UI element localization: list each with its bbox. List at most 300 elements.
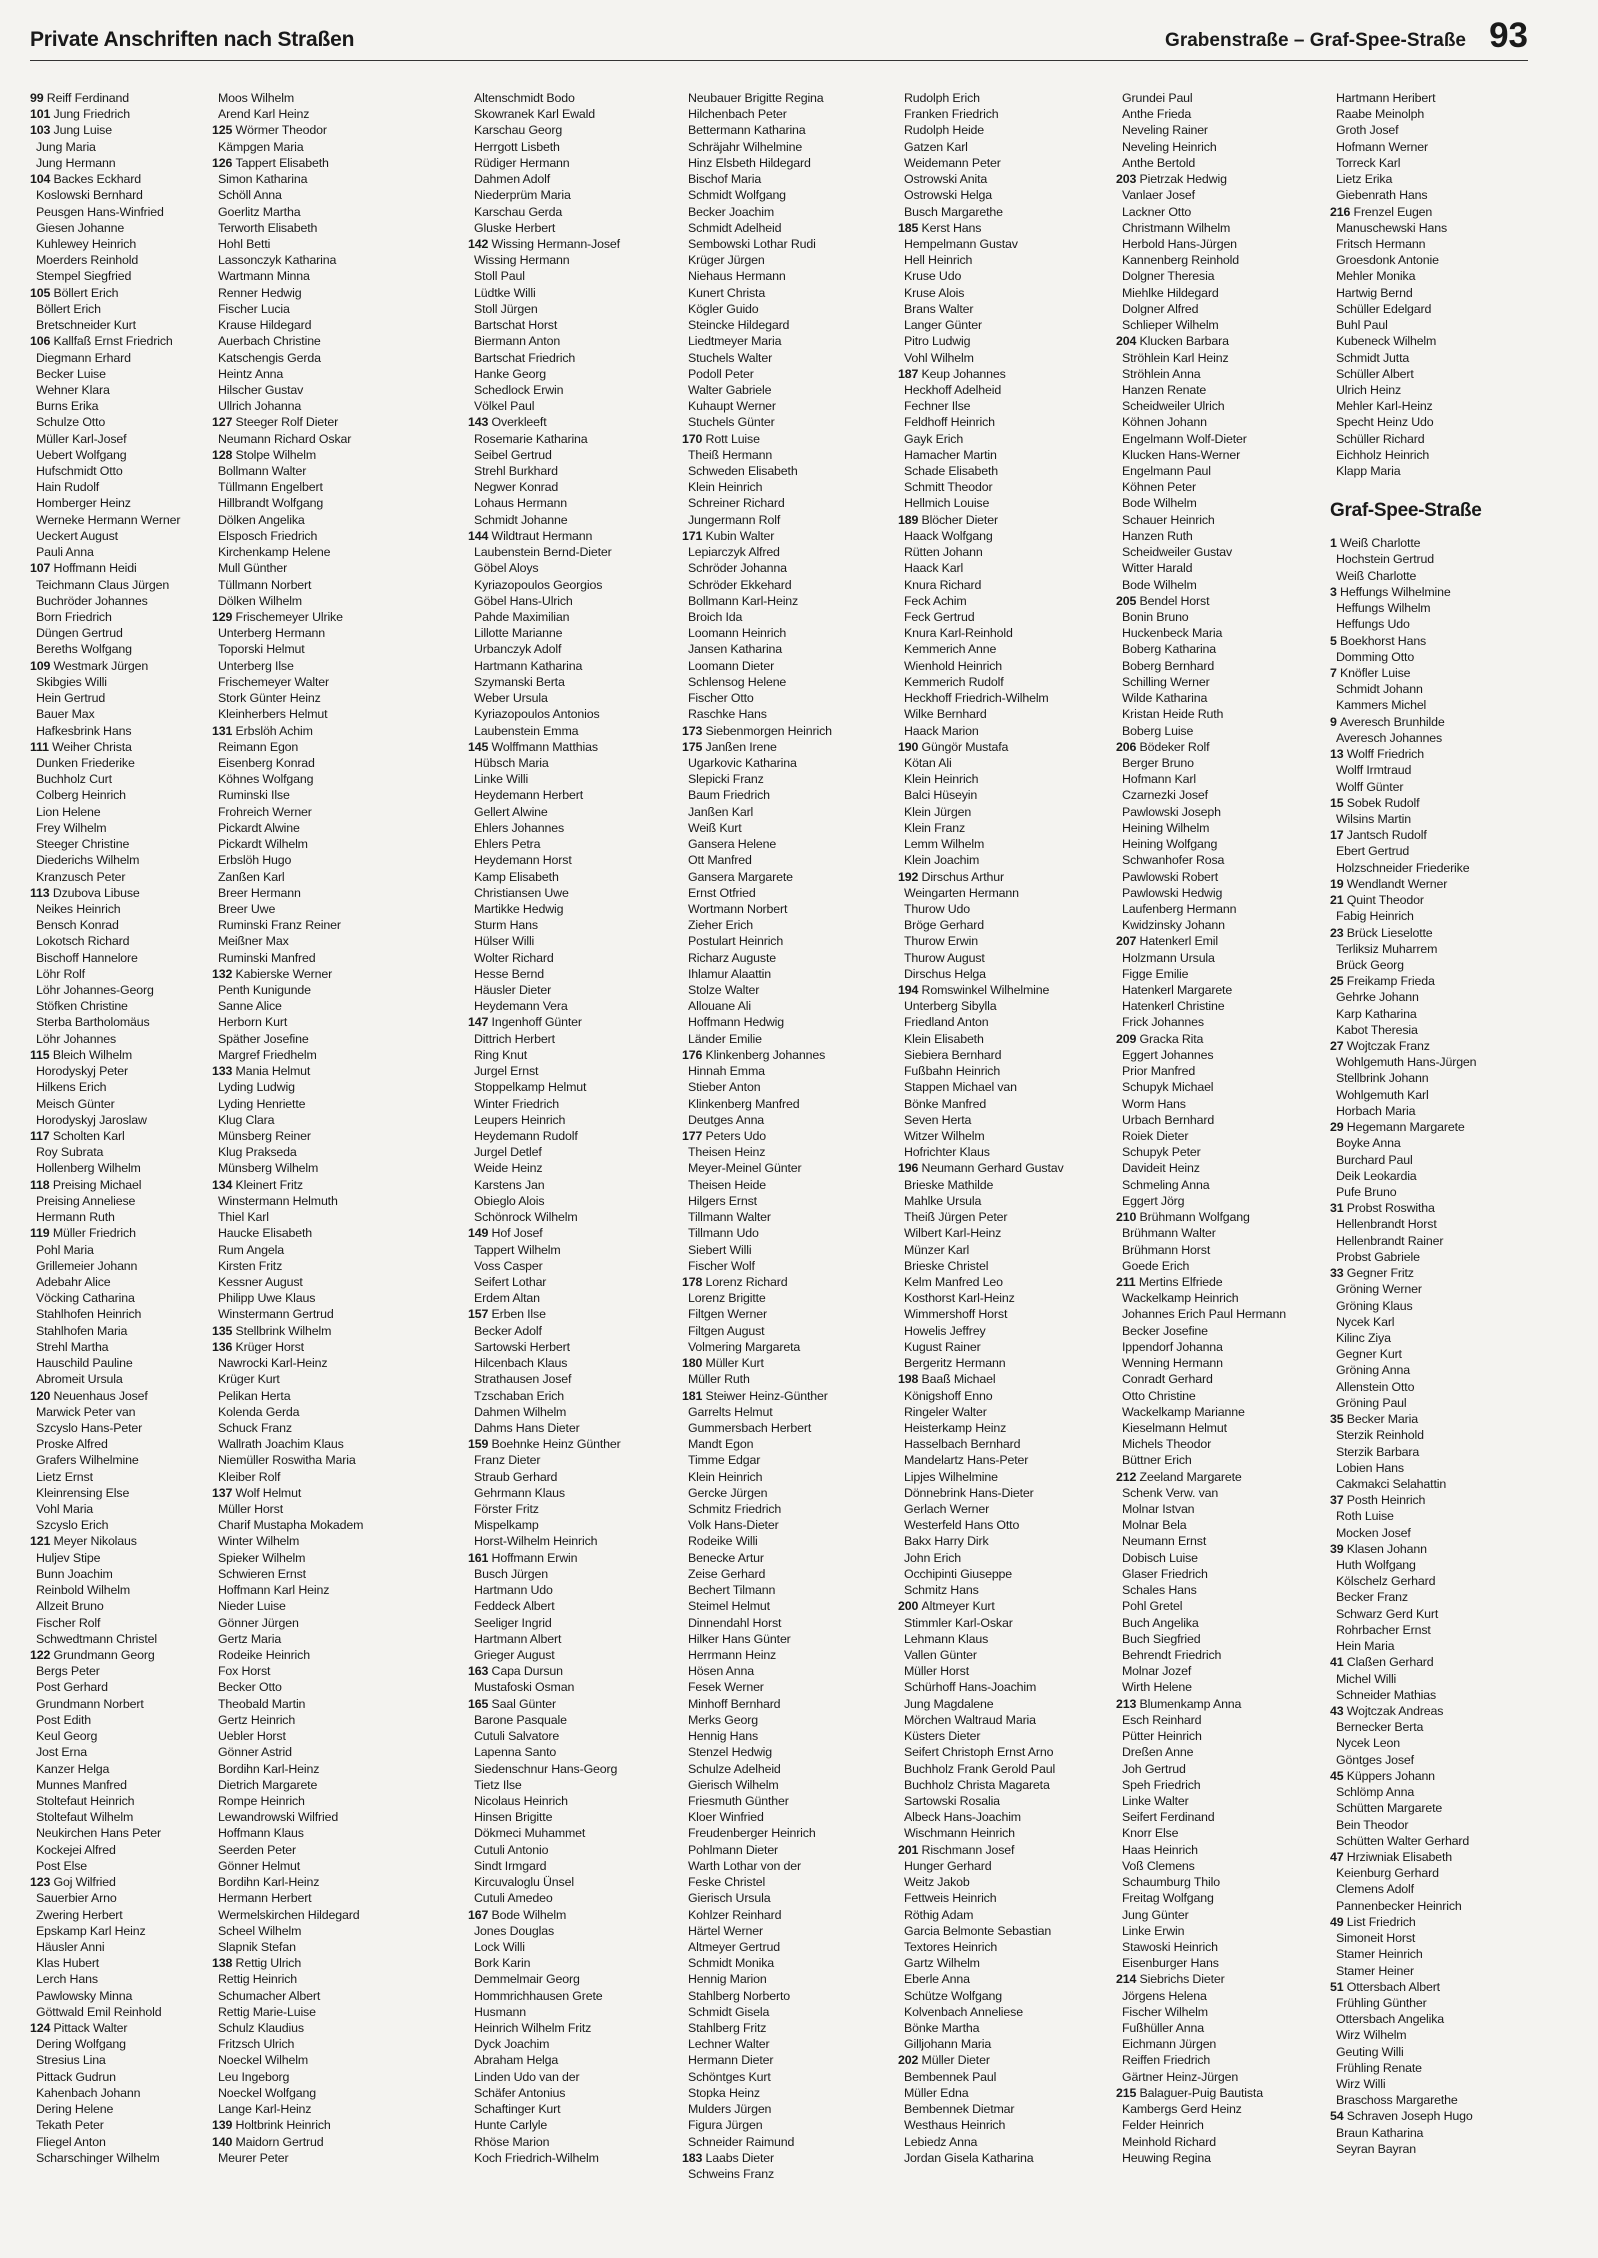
- resident-entry: Strathausen Josef: [474, 1372, 572, 1387]
- resident-entry: Schuck Franz: [218, 1420, 292, 1435]
- resident-entry: Klein Heinrich: [688, 480, 763, 495]
- resident-entry: Laubenstein Bernd-Dieter: [474, 545, 612, 560]
- resident-entry: 161 Hoffmann Erwin: [468, 1550, 578, 1565]
- resident-entry: Rütten Johann: [904, 545, 983, 560]
- resident-entry: Joh Gertrud: [1122, 1761, 1186, 1776]
- resident-entry: Schmidt Wolfgang: [688, 188, 786, 203]
- resident-entry: Seibel Gertrud: [474, 447, 552, 462]
- resident-entry: Fischer Wolf: [688, 1258, 755, 1273]
- resident-entry: Goerlitz Martha: [218, 204, 301, 219]
- house-number: 131: [212, 723, 236, 738]
- resident-entry: Schulze Adelheid: [688, 1761, 781, 1776]
- resident-entry: Laubenstein Emma: [474, 723, 579, 738]
- resident-entry: 157 Erben Ilse: [468, 1307, 546, 1322]
- resident-entry: Pohl Maria: [36, 1242, 94, 1257]
- resident-entry: Koch Friedrich-Wilhelm: [474, 2150, 599, 2165]
- resident-entry: Vöcking Catharina: [36, 1291, 135, 1306]
- resident-entry: Mulders Jürgen: [688, 2102, 772, 2117]
- resident-entry: Haack Marion: [904, 723, 979, 738]
- resident-entry: Müller Karl-Josef: [36, 431, 127, 446]
- house-number: 21: [1330, 893, 1347, 908]
- resident-entry: Dökmeci Muhammet: [474, 1826, 586, 1841]
- resident-entry: 147 Ingenhoff Günter: [468, 1015, 582, 1030]
- house-number: 129: [212, 610, 236, 624]
- resident-entry: Kannenberg Reinhold: [1122, 253, 1240, 268]
- resident-entry: Hochstein Gertrud: [1336, 552, 1434, 567]
- resident-entry: Szcyslo Hans-Peter: [36, 1420, 143, 1435]
- resident-entry: Busch Jürgen: [474, 1566, 548, 1581]
- resident-entry: Stoll Paul: [474, 269, 525, 284]
- resident-entry: Schade Elisabeth: [904, 464, 999, 479]
- resident-entry: Schmidt Jutta: [1336, 350, 1410, 365]
- resident-entry: 137 Wolf Helmut: [212, 1485, 302, 1500]
- resident-entry: Renner Hedwig: [218, 285, 302, 300]
- house-number: 159: [468, 1437, 492, 1452]
- resident-entry: Ott Manfred: [688, 853, 752, 868]
- resident-entry: 176 Klinkenberg Johannes: [682, 1047, 826, 1062]
- resident-entry: Scheel Wilhelm: [218, 1923, 302, 1938]
- resident-entry: Ostrowski Anita: [904, 172, 988, 187]
- resident-entry: Fox Horst: [218, 1664, 271, 1679]
- house-number: 181: [682, 1388, 706, 1403]
- resident-entry: Hamacher Martin: [904, 447, 997, 462]
- resident-entry: Sindt Irmgard: [474, 1858, 547, 1873]
- resident-entry: Häusler Anni: [36, 1939, 105, 1954]
- resident-entry: Skowranek Karl Ewald: [474, 107, 595, 122]
- house-number: 49: [1330, 1914, 1347, 1929]
- resident-entry: Manuschewski Hans: [1336, 220, 1448, 235]
- resident-entry: Stresius Lina: [36, 2053, 106, 2068]
- resident-entry: 13 Wolff Friedrich: [1330, 747, 1424, 762]
- resident-entry: Steimel Helmut: [688, 1599, 770, 1614]
- resident-entry: 132 Kabierske Werner: [212, 966, 333, 981]
- resident-entry: Vohl Maria: [36, 1502, 94, 1517]
- resident-entry: Wallrath Joachim Klaus: [218, 1437, 344, 1452]
- resident-entry: Glaser Friedrich: [1122, 1566, 1208, 1581]
- resident-entry: Hinsen Brigitte: [474, 1810, 553, 1825]
- house-number: 45: [1330, 1768, 1347, 1783]
- resident-entry: Buchholz Curt: [36, 772, 112, 787]
- resident-entry: Bröge Gerhard: [904, 918, 985, 933]
- resident-entry: 31 Probst Roswitha: [1330, 1201, 1435, 1216]
- resident-entry: Fliegel Anton: [36, 2134, 106, 2149]
- resident-entry: Hohl Betti: [218, 236, 271, 251]
- resident-entry: 135 Stellbrink Wilhelm: [212, 1323, 332, 1338]
- resident-entry: Fabig Heinrich: [1336, 909, 1414, 924]
- resident-entry: Wilke Bernhard: [904, 707, 987, 722]
- resident-entry: Pannenbecker Heinrich: [1336, 1898, 1462, 1913]
- resident-entry: Kleinherbers Helmut: [218, 707, 328, 722]
- resident-entry: Ulrich Heinz: [1336, 382, 1401, 397]
- resident-entry: Lietz Ernst: [36, 1469, 93, 1484]
- resident-entry: Müller Ruth: [688, 1372, 750, 1387]
- resident-entry: Grillemeier Johann: [36, 1258, 138, 1273]
- resident-entry: Garrelts Helmut: [688, 1404, 773, 1419]
- resident-entry: Münzer Karl: [904, 1242, 970, 1257]
- resident-entry: Hempelmann Gustav: [904, 236, 1018, 251]
- resident-entry: 41 Claßen Gerhard: [1330, 1655, 1434, 1670]
- house-number: 196: [898, 1161, 922, 1176]
- resident-entry: Pawlowski Hedwig: [1122, 885, 1223, 900]
- resident-entry: Biermann Anton: [474, 334, 561, 349]
- resident-entry: Kleinrensing Else: [36, 1485, 130, 1500]
- resident-entry: Roy Subrata: [36, 1145, 104, 1160]
- resident-entry: John Erich: [904, 1550, 962, 1565]
- resident-entry: 200 Altmeyer Kurt: [898, 1599, 995, 1614]
- resident-entry: Groth Josef: [1336, 123, 1399, 138]
- resident-entry: Podoll Peter: [688, 366, 754, 381]
- resident-entry: Karp Katharina: [1336, 1006, 1417, 1021]
- resident-entry: Balci Hüseyin: [904, 788, 978, 803]
- resident-entry: Hermann Herbert: [218, 1891, 312, 1906]
- resident-entry: Bartschat Horst: [474, 318, 558, 333]
- resident-entry: Theiß Jürgen Peter: [904, 1210, 1008, 1225]
- resident-entry: 3 Heffungs Wilhelmine: [1330, 584, 1451, 599]
- resident-entry: Sterba Bartholomäus: [36, 1015, 150, 1030]
- resident-entry: Wermelskirchen Hildegard: [218, 1907, 360, 1922]
- resident-entry: Born Friedrich: [36, 610, 112, 624]
- resident-entry: Hartwig Bernd: [1336, 285, 1413, 300]
- resident-entry: Ugarkovic Katharina: [688, 755, 797, 770]
- resident-entry: Lemm Wilhelm: [904, 837, 985, 852]
- resident-entry: Kyriazopoulos Georgios: [474, 577, 603, 592]
- resident-entry: Weber Ursula: [474, 691, 548, 706]
- resident-entry: Brühmann Horst: [1122, 1242, 1211, 1257]
- resident-entry: Kyriazopoulos Antonios: [474, 707, 600, 722]
- resident-entry: Dahms Hans Dieter: [474, 1420, 580, 1435]
- resident-entry: Kohlzer Reinhard: [688, 1907, 782, 1922]
- resident-entry: Hofmann Karl: [1122, 772, 1196, 787]
- resident-entry: Seeliger Ingrid: [474, 1615, 552, 1630]
- resident-entry: Bakx Harry Dirk: [904, 1534, 989, 1549]
- resident-entry: Winstermann Helmuth: [218, 1193, 338, 1208]
- resident-entry: 122 Grundmann Georg: [30, 1648, 155, 1662]
- resident-entry: Hain Rudolf: [36, 480, 100, 495]
- resident-entry: Feske Christel: [688, 1875, 766, 1890]
- resident-entry: Gröning Werner: [1336, 1282, 1422, 1297]
- resident-entry: 173 Siebenmorgen Heinrich: [682, 723, 832, 738]
- house-number: 134: [212, 1177, 236, 1192]
- resident-entry: Gartz Wilhelm: [904, 1956, 980, 1971]
- resident-entry: Klein Heinrich: [688, 1469, 763, 1484]
- resident-entry: Bode Wilhelm: [1122, 577, 1197, 592]
- resident-entry: Pauli Anna: [36, 545, 94, 560]
- resident-entry: 37 Posth Heinrich: [1330, 1493, 1426, 1508]
- resident-entry: 109 Westmark Jürgen: [30, 658, 149, 673]
- resident-entry: Bembennek Paul: [904, 2069, 997, 2084]
- resident-entry: Lerch Hans: [36, 1972, 98, 1987]
- resident-entry: Theisen Heide: [688, 1177, 766, 1192]
- house-number: 133: [212, 1064, 236, 1079]
- resident-entry: Hinnah Emma: [688, 1064, 765, 1079]
- resident-entry: Becker Luise: [36, 366, 106, 381]
- resident-entry: Schupyk Peter: [1122, 1145, 1201, 1160]
- resident-entry: Schmidt Gisela: [688, 2004, 770, 2019]
- house-number: 209: [1116, 1031, 1140, 1046]
- resident-entry: Reinbold Wilhelm: [36, 1583, 131, 1598]
- resident-entry: 189 Blöcher Dieter: [898, 512, 998, 527]
- resident-entry: Teichmann Claus Jürgen: [36, 577, 170, 592]
- resident-entry: Braschoss Margarethe: [1336, 2093, 1458, 2108]
- resident-entry: Schales Hans: [1122, 1583, 1197, 1598]
- resident-entry: 198 Baaß Michael: [898, 1372, 996, 1387]
- resident-entry: Herrgott Lisbeth: [474, 139, 560, 154]
- house-number: 15: [1330, 795, 1347, 810]
- resident-entry: Knorr Else: [1122, 1826, 1179, 1841]
- resident-entry: Schüller Edelgard: [1336, 301, 1432, 316]
- resident-entry: Laufenberg Hermann: [1122, 901, 1237, 916]
- resident-entry: Uebler Horst: [218, 1729, 286, 1744]
- resident-entry: Gehrmann Klaus: [474, 1485, 565, 1500]
- resident-entry: Schmidt Adelheid: [688, 220, 782, 235]
- resident-entry: Worm Hans: [1122, 1096, 1186, 1111]
- resident-entry: 104 Backes Eckhard: [30, 172, 141, 187]
- resident-entry: Vohl Wilhelm: [904, 350, 974, 365]
- resident-entry: Haack Karl: [904, 561, 964, 576]
- resident-entry: Jurgel Detlef: [474, 1145, 542, 1160]
- resident-entry: Münsberg Reiner: [218, 1129, 311, 1143]
- resident-entry: Freitag Wolfgang: [1122, 1891, 1214, 1906]
- resident-entry: Noeckel Wolfgang: [218, 2085, 316, 2100]
- resident-entry: Rhöse Marion: [474, 2134, 550, 2149]
- house-number: 210: [1116, 1210, 1140, 1225]
- resident-entry: Hermann Dieter: [688, 2053, 774, 2068]
- resident-entry: Bembennek Dietmar: [904, 2102, 1015, 2117]
- resident-entry: Lokotsch Richard: [36, 934, 130, 949]
- resident-entry: Stuchels Walter: [688, 350, 773, 365]
- resident-entry: Buch Angelika: [1122, 1615, 1199, 1630]
- resident-entry: Gerlach Werner: [904, 1502, 990, 1517]
- resident-entry: Schneider Raimund: [688, 2134, 795, 2149]
- resident-entry: Knura Karl-Reinhold: [904, 626, 1013, 641]
- resident-entry: Schweden Elisabeth: [688, 464, 798, 479]
- resident-entry: Kötan Ali: [904, 755, 952, 770]
- resident-entry: Probst Gabriele: [1336, 1249, 1420, 1264]
- resident-entry: Fritsch Hermann: [1336, 236, 1426, 251]
- resident-entry: Gatzen Karl: [904, 139, 968, 154]
- resident-entry: Heffungs Udo: [1336, 617, 1410, 632]
- resident-entry: 207 Hatenkerl Emil: [1116, 934, 1218, 949]
- resident-entry: 29 Hegemann Margarete: [1330, 1120, 1465, 1135]
- resident-entry: Kabot Theresia: [1336, 1022, 1418, 1037]
- resident-entry: Charif Mustapha Mokadem: [218, 1518, 364, 1533]
- resident-entry: Neubauer Brigitte Regina: [688, 91, 824, 105]
- resident-entry: Siedenschnur Hans-Georg: [474, 1761, 618, 1776]
- resident-entry: 131 Erbslöh Achim: [212, 723, 313, 738]
- resident-entry: Kirchenkamp Helene: [218, 545, 331, 560]
- resident-entry: Wehner Klara: [36, 382, 110, 397]
- resident-entry: Klinkenberg Manfred: [688, 1096, 800, 1111]
- resident-entry: 183 Laabs Dieter: [682, 2150, 774, 2165]
- resident-entry: Domming Otto: [1336, 649, 1415, 664]
- resident-entry: Kuhlewey Heinrich: [36, 236, 137, 251]
- resident-entry: Filtgen Werner: [688, 1307, 767, 1322]
- resident-entry: Ottersbach Angelika: [1336, 2012, 1445, 2027]
- resident-entry: Sauerbier Arno: [36, 1891, 117, 1906]
- resident-entry: Heining Wilhelm: [1122, 820, 1210, 835]
- resident-entry: Gummersbach Herbert: [688, 1420, 812, 1435]
- resident-entry: Müller Horst: [904, 1664, 969, 1679]
- resident-entry: Lassonczyk Katharina: [218, 253, 337, 268]
- resident-entry: Schneider Mathias: [1336, 1687, 1437, 1702]
- resident-entry: Franz Dieter: [474, 1453, 541, 1468]
- house-number: 147: [468, 1015, 492, 1030]
- resident-entry: Schütten Walter Gerhard: [1336, 1833, 1470, 1848]
- resident-entry: Engelmann Wolf-Dieter: [1122, 431, 1247, 446]
- resident-entry: Hösen Anna: [688, 1664, 755, 1679]
- resident-entry: 23 Brück Lieselotte: [1330, 925, 1433, 940]
- resident-entry: Friedland Anton: [904, 1015, 989, 1030]
- resident-entry: 215 Balaguer-Puig Bautista: [1116, 2085, 1263, 2100]
- resident-entry: Schwedtmann Christel: [36, 1631, 157, 1646]
- resident-entry: Westhaus Heinrich: [904, 2118, 1006, 2133]
- resident-entry: Groesdonk Antonie: [1336, 253, 1439, 268]
- resident-entry: Auerbach Christine: [218, 334, 321, 349]
- house-number: 127: [212, 415, 236, 430]
- resident-entry: 21 Quint Theodor: [1330, 893, 1424, 908]
- resident-entry: Moos Wilhelm: [218, 91, 294, 105]
- resident-entry: Urbanczyk Adolf: [474, 642, 562, 657]
- resident-entry: Stellbrink Johann: [1336, 1071, 1429, 1086]
- resident-entry: Schlensog Helene: [688, 674, 787, 689]
- resident-entry: Obieglo Alois: [474, 1193, 545, 1208]
- resident-entry: Pahde Maximilian: [474, 610, 570, 624]
- resident-entry: Mandt Egon: [688, 1437, 754, 1452]
- resident-entry: Schmitz Hans: [904, 1583, 979, 1598]
- resident-entry: Seifert Lothar: [474, 1274, 547, 1289]
- resident-entry: Wortmann Norbert: [688, 901, 788, 916]
- resident-entry: Mandelartz Hans-Peter: [904, 1453, 1029, 1468]
- resident-entry: Kircuvaloglu Ünsel: [474, 1875, 574, 1890]
- resident-entry: Wimmershoff Horst: [904, 1307, 1008, 1322]
- resident-entry: Zanßen Karl: [218, 869, 285, 884]
- resident-entry: Munnes Manfred: [36, 1777, 127, 1792]
- resident-entry: Stoltefaut Heinrich: [36, 1793, 135, 1808]
- resident-entry: Hatenkerl Margarete: [1122, 983, 1233, 998]
- resident-entry: Gönner Helmut: [218, 1858, 301, 1873]
- resident-entry: Lohaus Hermann: [474, 496, 567, 511]
- resident-entry: Schütze Wolfgang: [904, 1988, 1002, 2003]
- resident-entry: Textores Heinrich: [904, 1939, 998, 1954]
- house-number: 189: [898, 512, 922, 527]
- house-number: 214: [1116, 1972, 1140, 1987]
- resident-entry: Hunger Gerhard: [904, 1858, 992, 1873]
- resident-entry: Loomann Heinrich: [688, 626, 787, 641]
- resident-entry: Köhnen Johann: [1122, 415, 1207, 430]
- resident-entry: Schreiner Richard: [688, 496, 785, 511]
- resident-entry: Frischemeyer Walter: [218, 674, 329, 689]
- house-number: 33: [1330, 1266, 1347, 1281]
- resident-entry: Moerders Reinhold: [36, 253, 139, 268]
- resident-entry: Abraham Helga: [474, 2053, 559, 2068]
- resident-entry: Weide Heinz: [474, 1161, 543, 1176]
- resident-entry: Hermann Ruth: [36, 1210, 115, 1225]
- resident-entry: Geuting Willi: [1336, 2044, 1404, 2059]
- resident-entry: Gierisch Ursula: [688, 1891, 771, 1906]
- resident-entry: 145 Wolffmann Matthias: [468, 739, 598, 754]
- resident-entry: Schlieper Wilhelm: [1122, 318, 1219, 333]
- resident-entry: Ernst Otfried: [688, 885, 756, 900]
- resident-entry: Rohrbacher Ernst: [1336, 1622, 1431, 1637]
- resident-entry: Göbel Hans-Ulrich: [474, 593, 573, 608]
- resident-entry: 175 Janßen Irene: [682, 739, 777, 754]
- resident-entry: Wischmann Heinrich: [904, 1826, 1015, 1841]
- resident-entry: Gröning Paul: [1336, 1395, 1407, 1410]
- resident-entry: Kemmerich Rudolf: [904, 674, 1004, 689]
- address-column-1: [30, 90, 242, 2166]
- resident-entry: Wenning Hermann: [1122, 1356, 1223, 1371]
- address-column-7: [1330, 90, 1542, 2157]
- resident-entry: Kloer Winfried: [688, 1810, 764, 1825]
- resident-entry: Jost Erna: [36, 1745, 87, 1760]
- resident-entry: Demmelmair Georg: [474, 1972, 580, 1987]
- resident-entry: Diederichs Wilhelm: [36, 853, 140, 868]
- resident-entry: 119 Müller Friedrich: [30, 1226, 136, 1241]
- resident-entry: 214 Siebrichs Dieter: [1116, 1972, 1225, 1987]
- resident-entry: Frühling Günther: [1336, 1995, 1427, 2010]
- resident-entry: Nieder Luise: [218, 1599, 286, 1614]
- resident-entry: Mocken Josef: [1336, 1525, 1411, 1540]
- resident-entry: Pütter Heinrich: [1122, 1729, 1202, 1744]
- resident-entry: Kämpgen Maria: [218, 139, 304, 154]
- resident-entry: Winter Wilhelm: [218, 1534, 300, 1549]
- resident-entry: Reiffen Friedrich: [1122, 2053, 1211, 2068]
- house-number: 122: [30, 1648, 54, 1662]
- resident-entry: 51 Ottersbach Albert: [1330, 1979, 1440, 1994]
- resident-entry: Becker Josefine: [1122, 1323, 1208, 1338]
- resident-entry: Dolgner Theresia: [1122, 269, 1215, 284]
- resident-entry: Winter Friedrich: [474, 1096, 560, 1111]
- resident-entry: Klug Prakseda: [218, 1145, 297, 1160]
- resident-entry: Eisenberg Konrad: [218, 755, 315, 770]
- resident-entry: 138 Rettig Ulrich: [212, 1956, 302, 1971]
- resident-entry: Düngen Gertrud: [36, 626, 123, 641]
- resident-entry: Hartmann Udo: [474, 1583, 553, 1598]
- resident-entry: Averesch Johannes: [1336, 730, 1443, 745]
- house-number: 17: [1330, 828, 1347, 843]
- resident-entry: Husmann: [474, 2004, 526, 2019]
- house-number: 103: [30, 123, 54, 138]
- resident-entry: Nawrocki Karl-Heinz: [218, 1356, 328, 1371]
- house-number: 157: [468, 1307, 492, 1322]
- resident-entry: Altmeyer Gertrud: [688, 1939, 780, 1954]
- resident-entry: Büttner Erich: [1122, 1453, 1192, 1468]
- resident-entry: Eberle Anna: [904, 1972, 970, 1987]
- resident-entry: Brieske Christel: [904, 1258, 989, 1273]
- resident-entry: 115 Bleich Wilhelm: [30, 1047, 132, 1062]
- resident-entry: Lipjes Wilhelmine: [904, 1469, 998, 1484]
- house-number: 13: [1330, 747, 1347, 762]
- resident-entry: 139 Holtbrink Heinrich: [212, 2118, 331, 2133]
- resident-entry: 105 Böllert Erich: [30, 285, 119, 300]
- resident-entry: Schilling Werner: [1122, 674, 1210, 689]
- resident-entry: Tappert Wilhelm: [474, 1242, 561, 1257]
- resident-entry: Mustafoski Osman: [474, 1680, 575, 1695]
- resident-entry: Horbach Maria: [1336, 1103, 1416, 1118]
- resident-entry: Haack Wolfgang: [904, 528, 993, 543]
- resident-entry: Kleiber Rolf: [218, 1469, 281, 1484]
- resident-entry: Buchholz Christa Magareta: [904, 1777, 1050, 1792]
- resident-entry: Post Gerhard: [36, 1680, 108, 1695]
- resident-entry: Bauer Max: [36, 707, 95, 722]
- resident-entry: Slepicki Franz: [688, 772, 764, 787]
- house-number: 201: [898, 1842, 922, 1857]
- resident-entry: Altenschmidt Bodo: [474, 91, 575, 105]
- resident-entry: Göbel Aloys: [474, 561, 539, 576]
- resident-entry: Göttwald Emil Reinhold: [36, 2004, 162, 2019]
- resident-entry: Gierisch Wilhelm: [688, 1777, 779, 1792]
- house-number: 204: [1116, 334, 1140, 349]
